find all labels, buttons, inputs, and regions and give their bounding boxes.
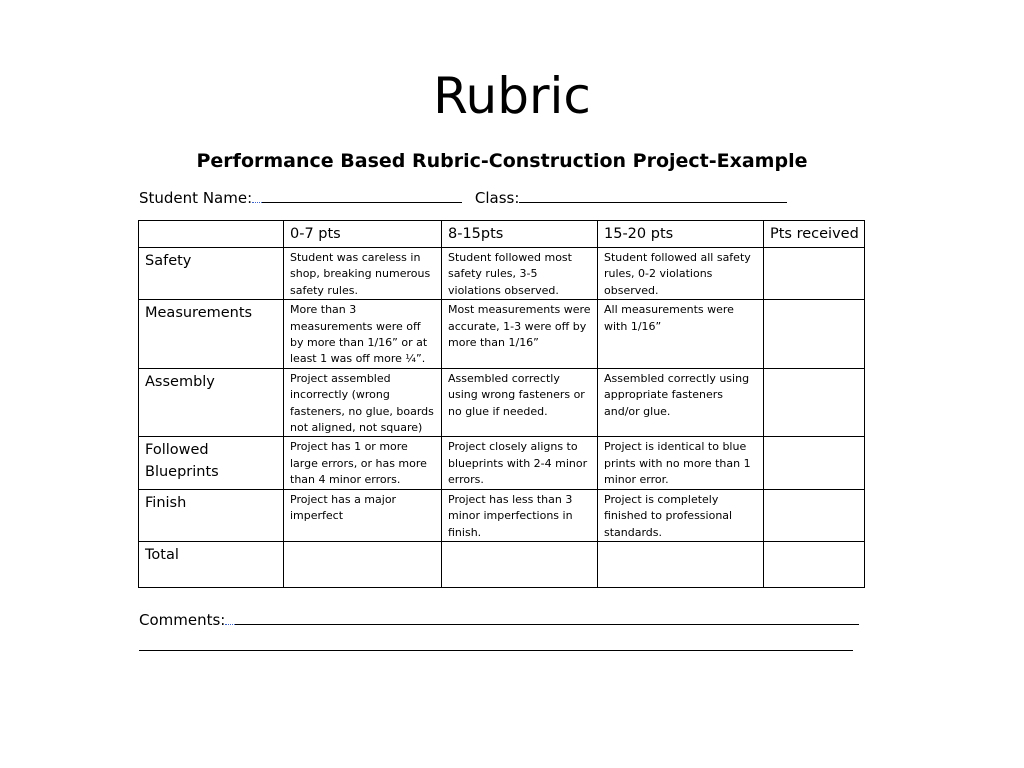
points-cell[interactable]	[764, 300, 865, 369]
criteria-cell: Project is completely finished to professional standards.	[598, 489, 764, 541]
header-cell-0-7: 0-7 pts	[284, 221, 442, 248]
header-row	[139, 221, 865, 248]
spellcheck-mark	[225, 610, 235, 625]
header-cell-15-20: 15-20 pts	[598, 221, 764, 248]
header-cell-blank	[139, 221, 284, 248]
category-cell: Finish	[139, 489, 284, 541]
points-cell[interactable]	[764, 437, 865, 489]
criteria-cell: Assembled correctly using appropriate fasteners and/or glue.	[598, 368, 764, 437]
header-cell-pts-received: Pts received	[764, 221, 865, 248]
points-cell[interactable]	[764, 248, 865, 300]
points-cell[interactable]	[764, 489, 865, 541]
student-info-line	[139, 187, 839, 209]
total-cell[interactable]	[764, 541, 865, 587]
criteria-cell: Project is identical to blue prints with no more than 1 minor error.	[598, 437, 764, 489]
criteria-cell: Most measurements were accurate, 1-3 were off by more than 1/16”	[442, 300, 598, 369]
table-row	[139, 300, 865, 369]
category-cell: Measurements	[139, 300, 284, 369]
criteria-cell: Project assembled incorrectly (wrong fasteners, no glue, boards not aligned, not square)	[284, 368, 442, 437]
criteria-cell: Project closely aligns to blueprints with 2-4 minor errors.	[442, 437, 598, 489]
spellcheck-mark	[252, 188, 262, 203]
criteria-cell: Assembled correctly using wrong fasteners or no glue if needed.	[442, 368, 598, 437]
category-cell: Followed Blueprints	[139, 437, 284, 489]
criteria-cell: Project has a major imperfect	[284, 489, 442, 541]
class-label: Class:	[474, 189, 520, 207]
table-row	[139, 541, 865, 587]
criteria-cell: Student was careless in shop, breaking numerous safety rules.	[284, 248, 442, 300]
criteria-cell: More than 3 measurements were off by more than 1/16” or at least 1 was off more ¼”.	[284, 300, 442, 369]
criteria-cell: Student followed all safety rules, 0-2 violations observed.	[598, 248, 764, 300]
rubric-table	[138, 220, 865, 588]
comments-blank[interactable]	[235, 610, 859, 625]
comments-blank-line-2[interactable]	[139, 650, 853, 651]
class-blank[interactable]	[519, 188, 787, 203]
category-cell: Safety	[139, 248, 284, 300]
table-row	[139, 489, 865, 541]
category-cell: Total	[139, 541, 284, 587]
total-cell[interactable]	[598, 541, 764, 587]
criteria-cell: Project has 1 or more large errors, or has more than 4 minor errors.	[284, 437, 442, 489]
points-cell[interactable]	[764, 368, 865, 437]
comments-label: Comments:	[139, 611, 226, 629]
comments-line	[139, 609, 859, 631]
criteria-cell: Project has less than 3 minor imperfections in finish.	[442, 489, 598, 541]
slide-title: Rubric	[433, 67, 591, 125]
table-row	[139, 437, 865, 489]
table-row	[139, 368, 865, 437]
student-name-blank[interactable]	[262, 188, 462, 203]
category-cell: Assembly	[139, 368, 284, 437]
criteria-cell: All measurements were with 1/16”	[598, 300, 764, 369]
total-cell[interactable]	[284, 541, 442, 587]
total-cell[interactable]	[442, 541, 598, 587]
header-cell-8-15: 8-15pts	[442, 221, 598, 248]
rubric-heading: Performance Based Rubric-Construction Project-Example	[196, 150, 808, 172]
criteria-cell: Student followed most safety rules, 3-5 violations observed.	[442, 248, 598, 300]
student-name-label: Student Name:	[139, 189, 253, 207]
table-row	[139, 248, 865, 300]
